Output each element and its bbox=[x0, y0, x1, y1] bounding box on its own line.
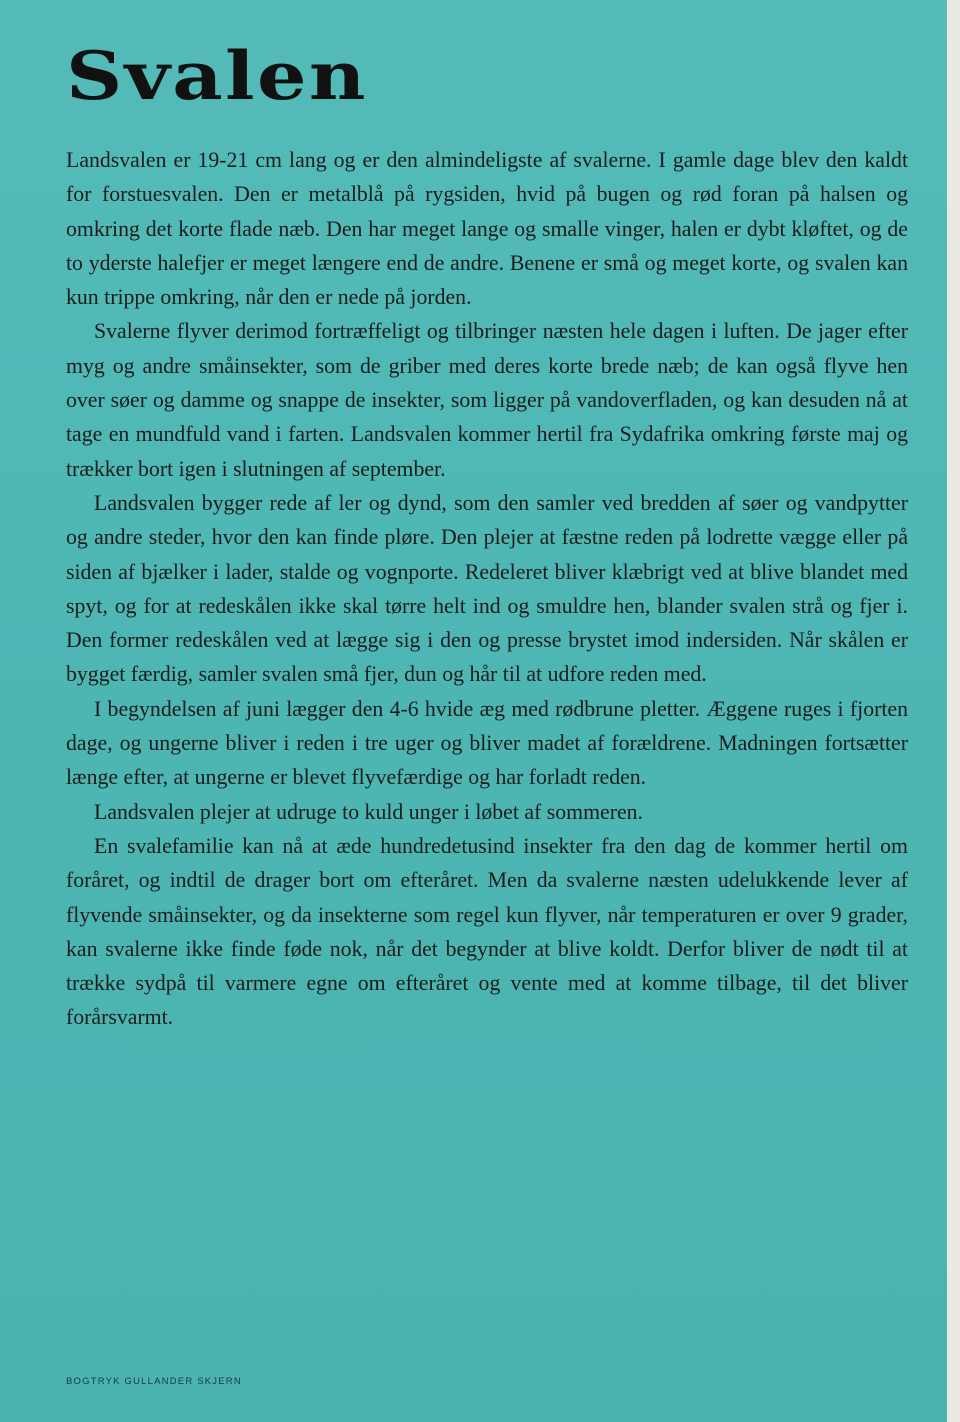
page-title: Svalen bbox=[66, 37, 368, 115]
article-body bbox=[66, 143, 908, 1035]
paragraph-6: En svalefamilie kan nå at æde hundredetusind insekter fra den dag de kommer hertil om foråret, og indtil de drager bort om efteråret. Men da svalerne næsten udelukkende lever af flyvende småinsekter, og da insekterne som regel kun flyver, når temperaturen er over 9 grader, kan svalerne ikke finde føde nok, når det begynder at blive koldt. Derfor bliver de nødt til at trække sydpå til varmere egne om efteråret og vente med at komme tilbage, til det bliver forårsvarmt. bbox=[66, 833, 908, 1030]
paragraph-2: Svalerne flyver derimod fortræffeligt og tilbringer næsten hele dagen i luften. De jager efter myg og andre småinsekter, som de griber med deres korte brede næb; de kan også flyve hen over søer og damme og snappe de insekter, som ligger på vandoverfladen, og kan desuden nå at tage en mundfuld vand i farten. Landsvalen kommer hertil fra Sydafrika omkring første maj og trækker bort igen i slutningen af september. bbox=[66, 319, 908, 481]
paragraph-1: Landsvalen er 19-21 cm lang og er den almindeligste af svalerne. I gamle dage blev den kaldt for forstuesvalen. Den er metalblå på rygsiden, hvid på bugen og rød foran på halsen og omkring det korte flade næb. Den har meget lange og smalle vinger, halen er dybt kløftet, og de to yderste halefjer er meget længere end de andre. Benene er små og meget korte, og svalen kan kun trippe omkring, når den er nede på jorden. bbox=[66, 148, 908, 310]
page-edge bbox=[947, 0, 960, 1422]
printer-imprint: BOGTRYK GULLANDER SKJERN bbox=[66, 1376, 242, 1387]
paragraph-4: I begyndelsen af juni lægger den 4-6 hvide æg med rødbrune pletter. Æggene ruges i fjorten dage, og ungerne bliver i reden i tre uger og bliver madet af forældrene. Madningen fortsætter længe efter, at ungerne er blevet flyvefærdige og har forladt reden. bbox=[66, 696, 908, 790]
paragraph-3: Landsvalen bygger rede af ler og dynd, som den samler ved bredden af søer og vandpytter og andre steder, hvor den kan finde pløre. Den plejer at fæstne reden på lodrette vægge eller på siden af bjælker i lader, stalde og vognporte. Redeleret bliver klæbrigt ved at blive blandet med spyt, og for at redeskålen ikke skal tørre helt ind og smuldre hen, blander svalen strå og fjer i. Den former redeskålen ved at lægge sig i den og presse brystet imod indersiden. Når skålen er bygget færdig, samler svalen små fjer, dun og hår til at udfore reden med. bbox=[66, 490, 908, 687]
paragraph-5: Landsvalen plejer at udruge to kuld unger i løbet af sommeren. bbox=[94, 799, 643, 824]
